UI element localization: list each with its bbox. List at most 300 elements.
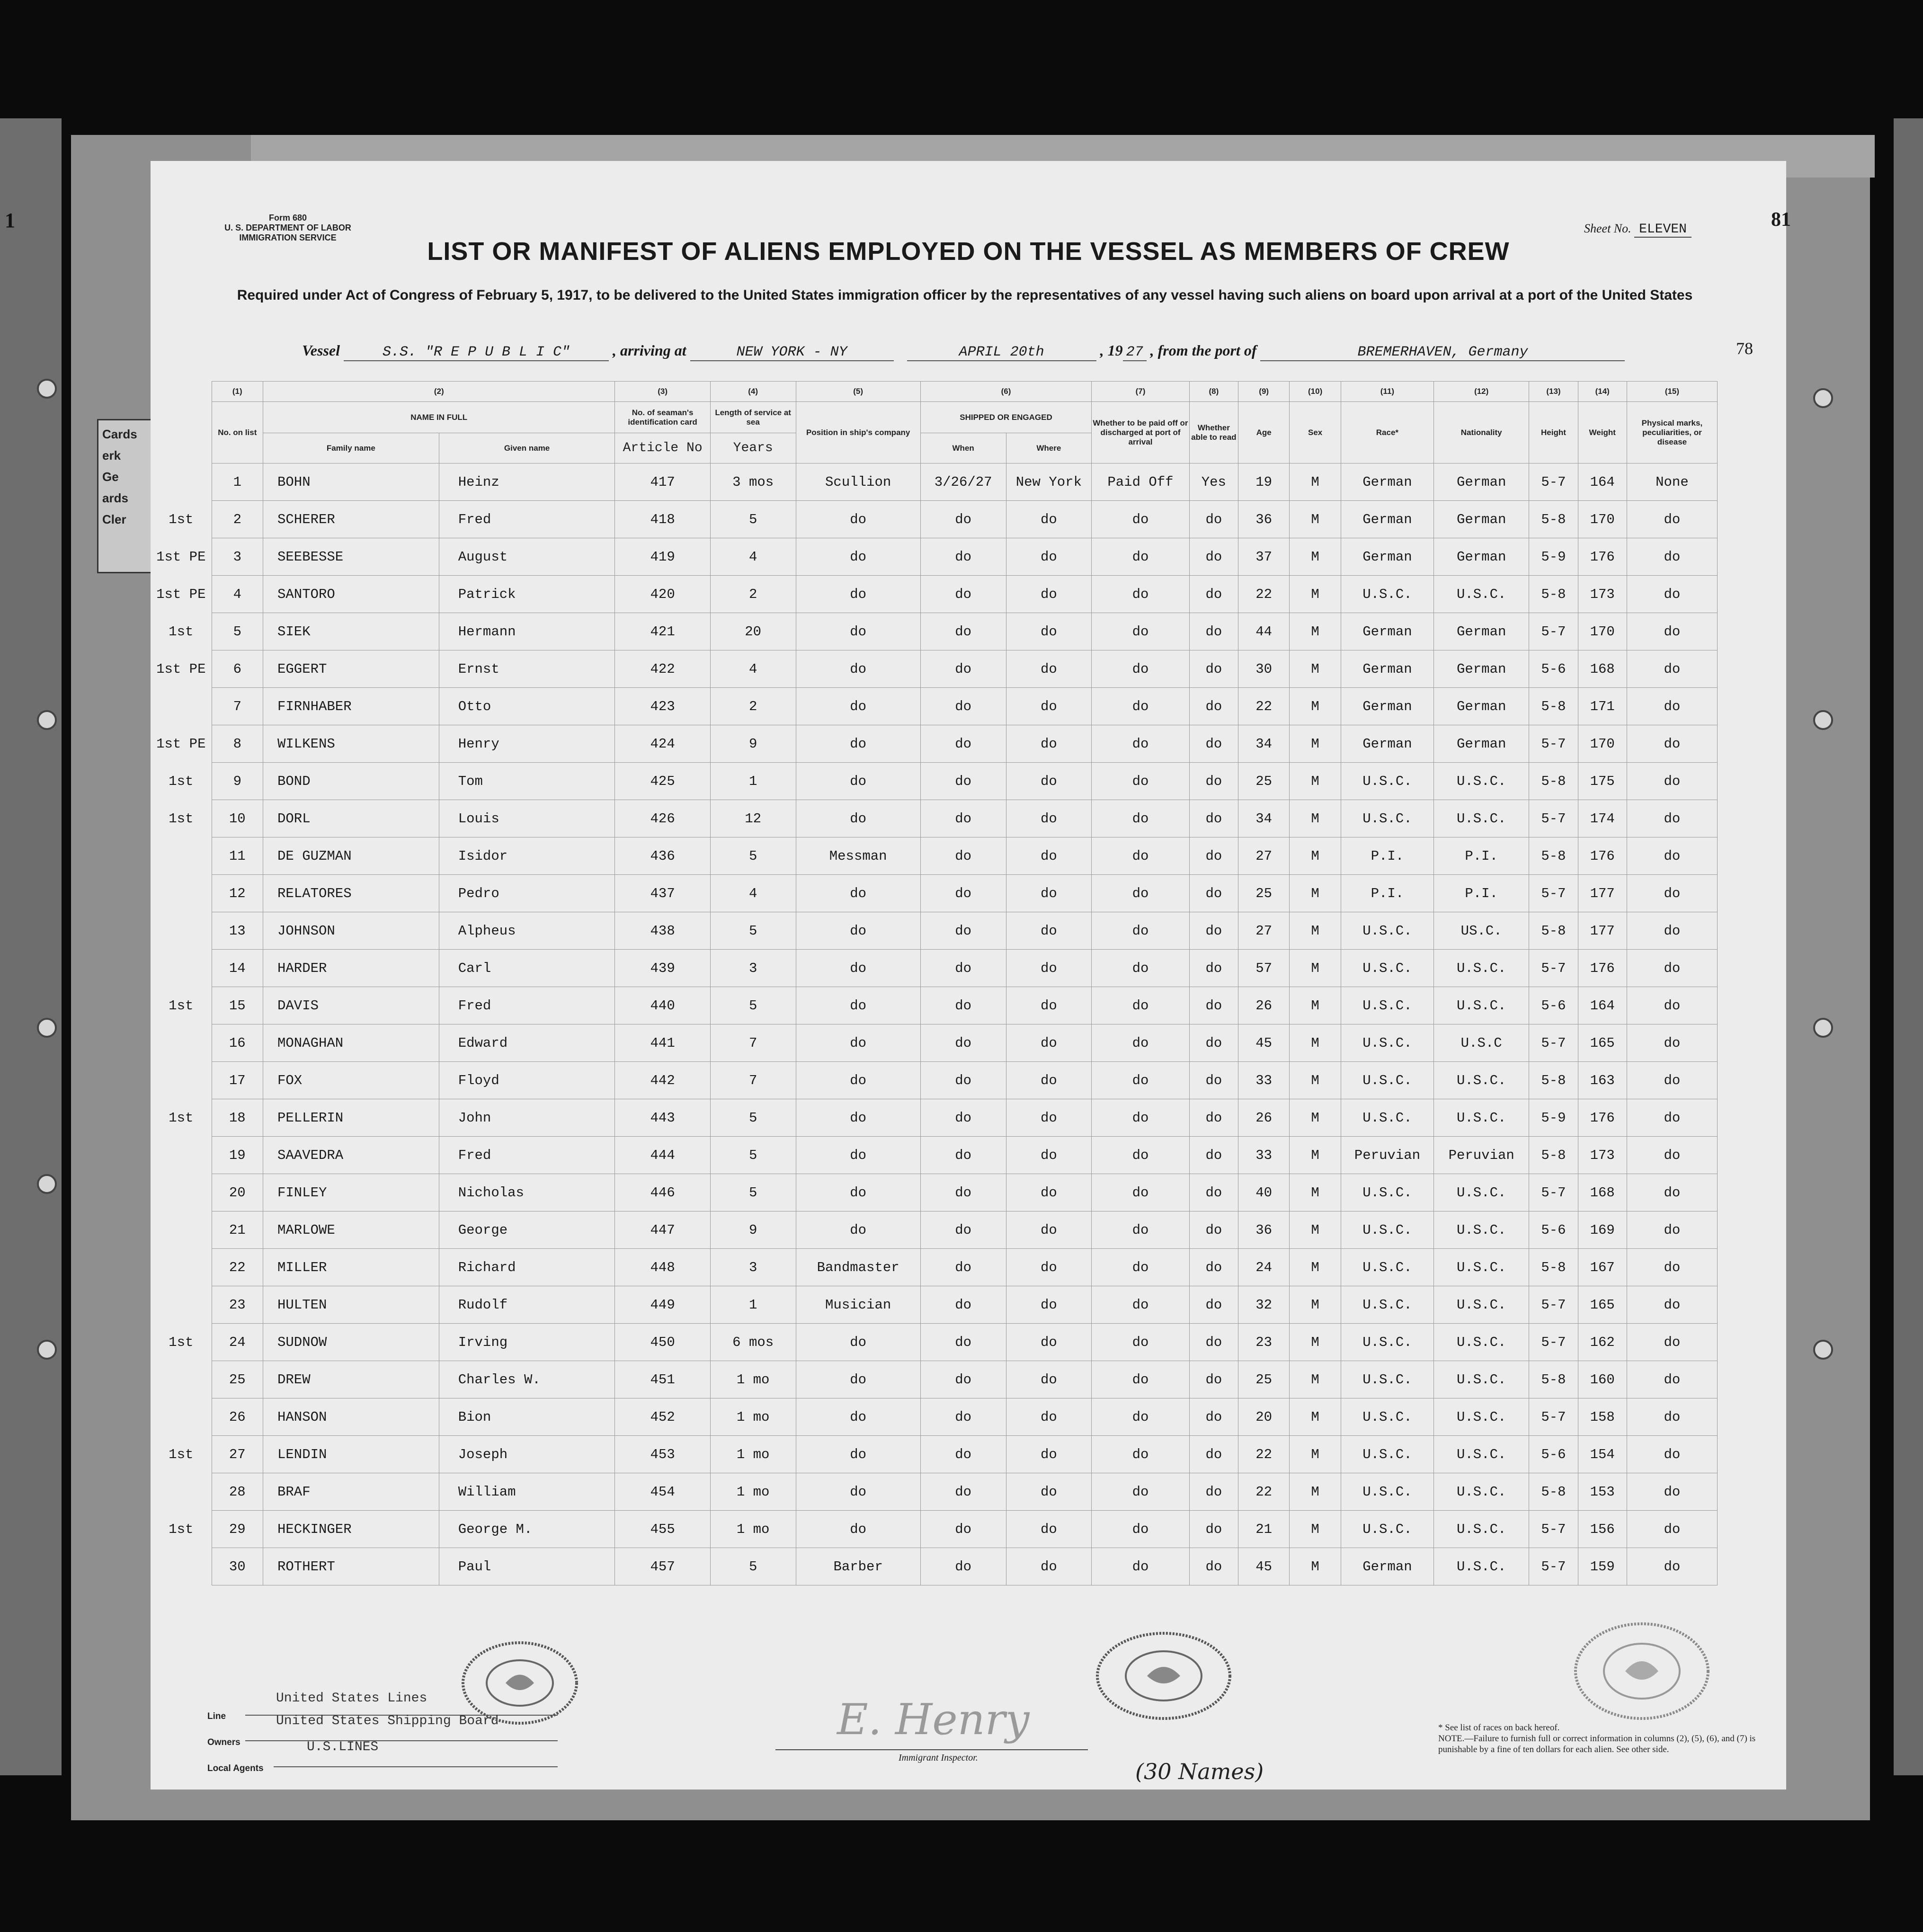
row-number-cell: 15 (212, 987, 263, 1024)
race-cell: P.I. (1341, 875, 1433, 912)
length-of-service-cell: 2 (710, 688, 796, 725)
family-name-cell: JOHNSON (263, 912, 439, 950)
family-name-cell: MONAGHAN (263, 1024, 439, 1062)
able-to-read-cell: do (1189, 1249, 1238, 1286)
crew-manifest-table (151, 381, 1718, 1585)
seaman-card-cell: 450 (615, 1324, 710, 1361)
height-cell: 5-8 (1529, 837, 1578, 875)
row-number-cell: 2 (212, 501, 263, 538)
weight-cell: 159 (1578, 1548, 1627, 1585)
age-cell: 45 (1238, 1024, 1289, 1062)
given-name-cell: Richard (439, 1249, 615, 1286)
length-of-service-cell: 9 (710, 725, 796, 763)
class-mark-cell (151, 1286, 212, 1324)
side-card-line: erk (102, 448, 121, 463)
class-mark-cell (151, 1137, 212, 1174)
class-mark-cell: 1st PE (156, 549, 206, 565)
table-row (151, 1324, 1718, 1361)
sex-cell: M (1290, 837, 1341, 875)
length-of-service-cell: 5 (710, 1099, 796, 1137)
shipped-when-cell: do (920, 1324, 1006, 1361)
race-cell: U.S.C. (1341, 1511, 1433, 1548)
col-number: (13) (1529, 382, 1578, 402)
row-number-cell: 5 (212, 613, 263, 650)
family-name-cell: DAVIS (263, 987, 439, 1024)
age-cell: 21 (1238, 1511, 1289, 1548)
given-name-cell: Patrick (439, 576, 615, 613)
race-cell: P.I. (1341, 837, 1433, 875)
able-to-read-cell: do (1189, 1099, 1238, 1137)
race-cell: U.S.C. (1341, 950, 1433, 987)
height-cell: 5-6 (1529, 987, 1578, 1024)
age-cell: 33 (1238, 1062, 1289, 1099)
shipped-where-cell: do (1006, 1099, 1092, 1137)
weight-cell: 160 (1578, 1361, 1627, 1398)
position-cell: do (796, 1473, 920, 1511)
shipped-when-cell: do (920, 837, 1006, 875)
position-cell: do (796, 650, 920, 688)
class-mark-cell (151, 688, 212, 725)
row-number-cell: 1 (212, 463, 263, 501)
age-cell: 19 (1238, 463, 1289, 501)
shipped-when-cell: do (920, 1249, 1006, 1286)
shipped-when-cell: do (920, 800, 1006, 837)
nationality-cell: U.S.C. (1434, 576, 1529, 613)
family-name-cell: FIRNHABER (263, 688, 439, 725)
col-number: (10) (1290, 382, 1341, 402)
header-when: When (920, 433, 1006, 463)
given-name-cell: Irving (439, 1324, 615, 1361)
physical-marks-cell: do (1627, 837, 1717, 875)
able-to-read-cell: do (1189, 1174, 1238, 1211)
race-cell: U.S.C. (1341, 1062, 1433, 1099)
position-cell: Bandmaster (796, 1249, 920, 1286)
able-to-read-cell: do (1189, 501, 1238, 538)
shipped-where-cell: do (1006, 1473, 1092, 1511)
departure-port: BREMERHAVEN, Germany (1260, 344, 1625, 361)
sex-cell: M (1290, 1174, 1341, 1211)
sex-cell: M (1290, 1324, 1341, 1361)
position-cell: Barber (796, 1548, 920, 1585)
right-adjacent-page (1894, 118, 1923, 1775)
page-subtitle: Required under Act of Congress of February 5, 1917, to be delivered to the United States immigration officer by the representatives of any vessel having such aliens on board upon arrival at a port of the United States (237, 287, 1693, 303)
side-card-line: Ge (102, 470, 119, 484)
physical-marks-cell: do (1627, 688, 1717, 725)
row-number-cell: 16 (212, 1024, 263, 1062)
position-cell: do (796, 912, 920, 950)
seaman-card-cell: 425 (615, 763, 710, 800)
consulate-stamp (1093, 1629, 1235, 1723)
row-number-cell: 7 (212, 688, 263, 725)
arrival-date: APRIL 20th (907, 344, 1096, 361)
row-number-cell: 12 (212, 875, 263, 912)
weight-cell: 165 (1578, 1286, 1627, 1324)
sex-cell: M (1290, 576, 1341, 613)
physical-marks-cell: do (1627, 875, 1717, 912)
position-cell: do (796, 1324, 920, 1361)
seaman-card-cell: 417 (615, 463, 710, 501)
table-row (151, 763, 1718, 800)
header-shipped-engaged: SHIPPED OR ENGAGED (920, 402, 1091, 433)
row-number-cell: 13 (212, 912, 263, 950)
punch-hole (1813, 1018, 1833, 1038)
given-name-cell: Tom (439, 763, 615, 800)
shipped-when-cell: do (920, 1361, 1006, 1398)
service-name: IMMIGRATION SERVICE (239, 233, 337, 242)
shipped-where-cell: do (1006, 613, 1092, 650)
shipped-where-cell: do (1006, 1211, 1092, 1249)
nationality-cell: U.S.C. (1434, 1548, 1529, 1585)
col-number: (6) (920, 382, 1091, 402)
race-cell: U.S.C. (1341, 1249, 1433, 1286)
nationality-cell: U.S.C. (1434, 763, 1529, 800)
header-years: Years (710, 433, 796, 463)
seaman-card-cell: 455 (615, 1511, 710, 1548)
row-number-cell: 14 (212, 950, 263, 987)
able-to-read-cell: do (1189, 1137, 1238, 1174)
footer-owners-label: Owners (207, 1737, 240, 1747)
sex-cell: M (1290, 688, 1341, 725)
height-cell: 5-7 (1529, 950, 1578, 987)
age-cell: 22 (1238, 1473, 1289, 1511)
weight-cell: 170 (1578, 613, 1627, 650)
punch-hole (1813, 1340, 1833, 1360)
age-cell: 22 (1238, 1436, 1289, 1473)
seaman-card-cell: 444 (615, 1137, 710, 1174)
weight-cell: 176 (1578, 837, 1627, 875)
physical-marks-cell: do (1627, 1062, 1717, 1099)
paid-off-cell: do (1092, 1361, 1190, 1398)
length-of-service-cell: 20 (710, 613, 796, 650)
age-cell: 44 (1238, 613, 1289, 650)
race-cell: German (1341, 538, 1433, 576)
arrival-port: NEW YORK - NY (690, 344, 894, 361)
table-row (151, 837, 1718, 875)
header-height: Height (1529, 402, 1578, 463)
table-row (151, 1099, 1718, 1137)
footer-owners-underline (245, 1740, 558, 1741)
shipped-where-cell: do (1006, 725, 1092, 763)
given-name-cell: Fred (439, 501, 615, 538)
class-mark-cell (151, 1398, 212, 1436)
sex-cell: M (1290, 1548, 1341, 1585)
seaman-card-cell: 457 (615, 1548, 710, 1585)
nationality-cell: German (1434, 501, 1529, 538)
punch-hole (37, 1174, 57, 1194)
shipped-when-cell: do (920, 912, 1006, 950)
punch-hole (37, 710, 57, 730)
class-mark-cell: 1st (169, 623, 194, 640)
class-mark-cell (151, 463, 212, 501)
family-name-cell: EGGERT (263, 650, 439, 688)
family-name-cell: BOND (263, 763, 439, 800)
family-name-cell: PELLERIN (263, 1099, 439, 1137)
position-cell: do (796, 987, 920, 1024)
family-name-cell: SCHERER (263, 501, 439, 538)
consulate-stamp (1571, 1619, 1713, 1723)
race-cell: U.S.C. (1341, 1099, 1433, 1137)
age-cell: 23 (1238, 1324, 1289, 1361)
table-row (151, 501, 1718, 538)
seaman-card-cell: 441 (615, 1024, 710, 1062)
class-header-spacer (151, 402, 212, 463)
height-cell: 5-8 (1529, 1361, 1578, 1398)
length-of-service-cell: 9 (710, 1211, 796, 1249)
height-cell: 5-7 (1529, 875, 1578, 912)
height-cell: 5-8 (1529, 1473, 1578, 1511)
weight-cell: 176 (1578, 1099, 1627, 1137)
family-name-cell: BRAF (263, 1473, 439, 1511)
position-cell: do (796, 1062, 920, 1099)
col-number: (9) (1238, 382, 1289, 402)
height-cell: 5-7 (1529, 613, 1578, 650)
physical-marks-cell: do (1627, 501, 1717, 538)
position-cell: do (796, 1361, 920, 1398)
physical-marks-cell: do (1627, 763, 1717, 800)
sex-cell: M (1290, 538, 1341, 576)
nationality-cell: German (1434, 538, 1529, 576)
position-cell: do (796, 1398, 920, 1436)
age-cell: 20 (1238, 1398, 1289, 1436)
header-paid-off: Whether to be paid off or discharged at port of arrival (1092, 402, 1190, 463)
physical-marks-cell: do (1627, 1511, 1717, 1548)
physical-marks-cell: do (1627, 800, 1717, 837)
row-number-cell: 30 (212, 1548, 263, 1585)
class-mark-cell (151, 1211, 212, 1249)
row-number-cell: 11 (212, 837, 263, 875)
given-name-cell: Nicholas (439, 1174, 615, 1211)
race-cell: U.S.C. (1341, 1324, 1433, 1361)
punch-hole (1813, 710, 1833, 730)
shipped-when-cell: do (920, 1137, 1006, 1174)
weight-cell: 176 (1578, 950, 1627, 987)
given-name-cell: Paul (439, 1548, 615, 1585)
table-row (151, 912, 1718, 950)
sex-cell: M (1290, 950, 1341, 987)
shipped-where-cell: do (1006, 1062, 1092, 1099)
race-cell: U.S.C. (1341, 1436, 1433, 1473)
physical-marks-cell: do (1627, 1548, 1717, 1585)
table-row (151, 875, 1718, 912)
name-count-note: (30 Names) (1135, 1759, 1264, 1784)
shipped-where-cell: do (1006, 763, 1092, 800)
height-cell: 5-7 (1529, 1324, 1578, 1361)
height-cell: 5-7 (1529, 463, 1578, 501)
length-of-service-cell: 12 (710, 800, 796, 837)
class-mark-cell (151, 1062, 212, 1099)
weight-cell: 177 (1578, 875, 1627, 912)
footer-line-label: Line (207, 1711, 226, 1721)
seaman-card-cell: 452 (615, 1398, 710, 1436)
height-cell: 5-7 (1529, 1511, 1578, 1548)
class-mark-cell: 1st (169, 1110, 194, 1126)
row-number-cell: 8 (212, 725, 263, 763)
sheet-number-value: ELEVEN (1634, 222, 1692, 238)
length-of-service-cell: 5 (710, 912, 796, 950)
age-cell: 25 (1238, 1361, 1289, 1398)
given-name-cell: George M. (439, 1511, 615, 1548)
seaman-card-cell: 418 (615, 501, 710, 538)
note-fine: NOTE.—Failure to furnish full or correct information in columns (2), (5), (6), and (7) is punishable by a fine of ten dollars for each alien. See other side. (1438, 1734, 1756, 1754)
row-number-cell: 19 (212, 1137, 263, 1174)
paid-off-cell: do (1092, 1286, 1190, 1324)
able-to-read-cell: do (1189, 1511, 1238, 1548)
race-cell: U.S.C. (1341, 912, 1433, 950)
age-cell: 24 (1238, 1249, 1289, 1286)
family-name-cell: MILLER (263, 1249, 439, 1286)
footer-agents-value: U.S.LINES (307, 1740, 379, 1754)
punch-hole (37, 1018, 57, 1038)
table-row (151, 650, 1718, 688)
nationality-cell: P.I. (1434, 837, 1529, 875)
sex-cell: M (1290, 987, 1341, 1024)
shipped-where-cell: do (1006, 576, 1092, 613)
paid-off-cell: do (1092, 1249, 1190, 1286)
physical-marks-cell: do (1627, 1024, 1717, 1062)
nationality-cell: U.S.C. (1434, 800, 1529, 837)
physical-marks-cell: do (1627, 576, 1717, 613)
col-number: (7) (1092, 382, 1190, 402)
row-number-cell: 18 (212, 1099, 263, 1137)
arriving-label: , arriving at (613, 342, 686, 359)
seaman-card-cell: 423 (615, 688, 710, 725)
race-cell: U.S.C. (1341, 1211, 1433, 1249)
from-port-label: , from the port of (1150, 342, 1257, 359)
row-number-cell: 4 (212, 576, 263, 613)
nationality-cell: U.S.C. (1434, 1361, 1529, 1398)
shipped-when-cell: do (920, 1286, 1006, 1324)
age-cell: 36 (1238, 501, 1289, 538)
table-row (151, 1137, 1718, 1174)
paid-off-cell: do (1092, 725, 1190, 763)
height-cell: 5-7 (1529, 1548, 1578, 1585)
seaman-card-cell: 422 (615, 650, 710, 688)
shipped-when-cell: do (920, 987, 1006, 1024)
given-name-cell: Rudolf (439, 1286, 615, 1324)
seaman-card-cell: 451 (615, 1361, 710, 1398)
age-cell: 45 (1238, 1548, 1289, 1585)
age-cell: 57 (1238, 950, 1289, 987)
age-cell: 22 (1238, 688, 1289, 725)
side-index-card (97, 419, 157, 573)
col-number: (4) (710, 382, 796, 402)
race-cell: German (1341, 1548, 1433, 1585)
race-cell: German (1341, 650, 1433, 688)
header-name-in-full: NAME IN FULL (263, 402, 614, 433)
able-to-read-cell: do (1189, 688, 1238, 725)
length-of-service-cell: 5 (710, 1548, 796, 1585)
paid-off-cell: do (1092, 800, 1190, 837)
physical-marks-cell: do (1627, 912, 1717, 950)
header-length-service: Length of service at sea (710, 402, 796, 433)
shipped-when-cell: do (920, 1398, 1006, 1436)
shipped-when-cell: do (920, 1473, 1006, 1511)
given-name-cell: John (439, 1099, 615, 1137)
sex-cell: M (1290, 1211, 1341, 1249)
height-cell: 5-7 (1529, 1024, 1578, 1062)
given-name-cell: Otto (439, 688, 615, 725)
position-cell: do (796, 1137, 920, 1174)
sex-cell: M (1290, 1511, 1341, 1548)
footer-owners-value: United States Shipping Board (276, 1714, 499, 1728)
height-cell: 5-7 (1529, 800, 1578, 837)
shipped-when-cell: do (920, 1062, 1006, 1099)
sex-cell: M (1290, 1099, 1341, 1137)
physical-marks-cell: do (1627, 1137, 1717, 1174)
age-cell: 36 (1238, 1211, 1289, 1249)
position-cell: do (796, 538, 920, 576)
class-mark-cell: 1st PE (156, 586, 206, 602)
table-row (151, 1286, 1718, 1324)
age-cell: 25 (1238, 875, 1289, 912)
paid-off-cell: do (1092, 538, 1190, 576)
height-cell: 5-8 (1529, 501, 1578, 538)
physical-marks-cell: do (1627, 1361, 1717, 1398)
able-to-read-cell: do (1189, 1324, 1238, 1361)
page-number: 78 (1736, 339, 1753, 358)
height-cell: 5-8 (1529, 1137, 1578, 1174)
seaman-card-cell: 440 (615, 987, 710, 1024)
row-number-cell: 29 (212, 1511, 263, 1548)
sheet-number-label: Sheet No. (1584, 222, 1631, 235)
paid-off-cell: Paid Off (1092, 463, 1190, 501)
height-cell: 5-8 (1529, 912, 1578, 950)
physical-marks-cell: do (1627, 1398, 1717, 1436)
physical-marks-cell: do (1627, 1286, 1717, 1324)
shipped-where-cell: do (1006, 688, 1092, 725)
family-name-cell: DE GUZMAN (263, 837, 439, 875)
physical-marks-cell: do (1627, 1436, 1717, 1473)
row-number-cell: 9 (212, 763, 263, 800)
header-nationality: Nationality (1434, 402, 1529, 463)
weight-cell: 158 (1578, 1398, 1627, 1436)
side-card-line: Cler (102, 512, 126, 526)
length-of-service-cell: 5 (710, 1174, 796, 1211)
able-to-read-cell: do (1189, 875, 1238, 912)
family-name-cell: MARLOWE (263, 1211, 439, 1249)
race-cell: U.S.C. (1341, 1286, 1433, 1324)
consulate-stamp (458, 1638, 581, 1728)
shipped-where-cell: do (1006, 1398, 1092, 1436)
position-cell: Scullion (796, 463, 920, 501)
weight-cell: 156 (1578, 1511, 1627, 1548)
shipped-where-cell: do (1006, 987, 1092, 1024)
physical-marks-cell: do (1627, 538, 1717, 576)
length-of-service-cell: 5 (710, 1137, 796, 1174)
height-cell: 5-7 (1529, 725, 1578, 763)
paid-off-cell: do (1092, 1211, 1190, 1249)
sex-cell: M (1290, 1249, 1341, 1286)
nationality-cell: U.S.C. (1434, 1249, 1529, 1286)
family-name-cell: DORL (263, 800, 439, 837)
table-row (151, 1249, 1718, 1286)
paid-off-cell: do (1092, 987, 1190, 1024)
table-row (151, 1361, 1718, 1398)
given-name-cell: Ernst (439, 650, 615, 688)
weight-cell: 165 (1578, 1024, 1627, 1062)
class-mark-cell (151, 950, 212, 987)
length-of-service-cell: 3 (710, 950, 796, 987)
page-title: LIST OR MANIFEST OF ALIENS EMPLOYED ON THE VESSEL AS MEMBERS OF CREW (427, 237, 1510, 266)
sex-cell: M (1290, 1473, 1341, 1511)
shipped-when-cell: do (920, 1436, 1006, 1473)
physical-marks-cell: do (1627, 1249, 1717, 1286)
col-number: (11) (1341, 382, 1433, 402)
given-name-cell: Edward (439, 1024, 615, 1062)
able-to-read-cell: do (1189, 1062, 1238, 1099)
length-of-service-cell: 4 (710, 875, 796, 912)
class-mark-cell (151, 1174, 212, 1211)
